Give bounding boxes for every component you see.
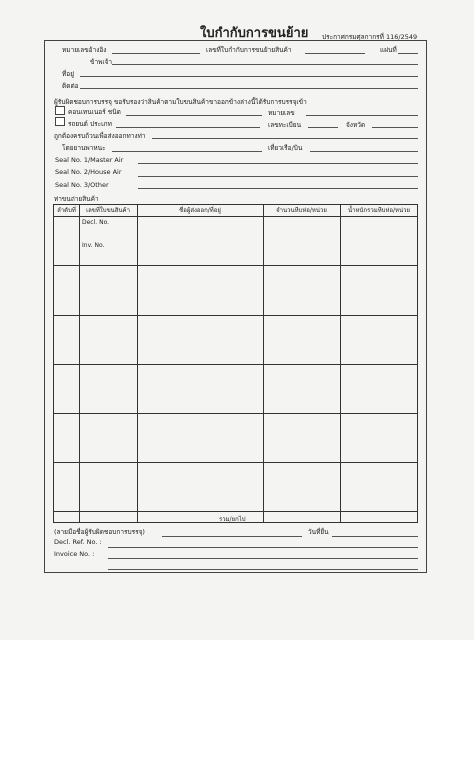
decl-ref-label: Decl. Ref. No. : — [54, 538, 102, 546]
sealed-label: ถูกต้องครบถ้วนเพื่อส่งออกทางท่า — [54, 132, 146, 140]
province-field[interactable] — [372, 127, 418, 128]
transfer-no-field[interactable] — [305, 53, 365, 54]
transfer-no-label: เลขที่ใบกำกับการขนย้ายสินค้า — [206, 46, 292, 54]
row-divider — [54, 315, 417, 316]
inv-no-label: Inv. No. — [82, 242, 105, 249]
header-decl-no: เลขที่ใบขนสินค้า — [86, 207, 130, 214]
seal3-label: Seal No. 3/Other — [55, 181, 109, 189]
form-title: ใบกำกับการขนย้าย — [200, 26, 309, 41]
owner-field[interactable] — [112, 64, 418, 65]
contact-label: ติดต่อ — [62, 82, 79, 90]
truck-type-label: รถยนต์ ประเภท — [68, 120, 112, 128]
sheet-no-field[interactable] — [398, 53, 418, 54]
container-type-label: คอนเทนเนอร์ ชนิด — [68, 108, 121, 116]
invoice-label: Invoice No. : — [54, 550, 95, 558]
seal2-field[interactable] — [138, 176, 418, 177]
plate-no-field[interactable] — [308, 127, 338, 128]
ref-no-label: หมายเลขอ้างอิง — [62, 46, 107, 54]
seal1-field[interactable] — [138, 163, 418, 164]
goods-table — [53, 204, 418, 523]
plate-no-label: เลขทะเบียน — [268, 121, 302, 129]
decl-ref-field-2[interactable] — [108, 558, 418, 559]
container-no-field[interactable] — [306, 115, 418, 116]
date-label: วันที่ยื่น — [308, 528, 329, 536]
province-label: จังหวัด — [346, 121, 366, 129]
address-label: ที่อยู่ — [62, 70, 74, 78]
row-divider — [54, 364, 417, 365]
decl-no-label: Decl. No. — [82, 219, 110, 226]
signature-label: (ลายมือชื่อผู้รับผิดชอบการบรรจุ) — [54, 528, 145, 536]
transport-label: โดยยานพาหนะ — [62, 144, 106, 152]
ref-no-field[interactable] — [112, 53, 200, 54]
invoice-field[interactable] — [108, 569, 418, 570]
header-seq: ลำดับที่ — [57, 207, 76, 214]
header-exporter: ชื่อผู้ส่งออก/ที่อยู่ — [179, 207, 221, 214]
header-packages: จำนวนหีบห่อ/หน่วย — [276, 207, 327, 214]
container-checkbox[interactable] — [55, 106, 65, 115]
row-divider — [54, 413, 417, 414]
row-divider — [54, 265, 417, 266]
truck-checkbox[interactable] — [55, 117, 65, 126]
address-field[interactable] — [80, 76, 418, 77]
total-divider — [54, 511, 417, 512]
contact-field[interactable] — [80, 88, 418, 89]
voyage-label: เที่ยวเรือ/บิน — [268, 144, 303, 152]
transport-field[interactable] — [112, 151, 262, 152]
voyage-field[interactable] — [310, 151, 418, 152]
signature-field[interactable] — [162, 536, 302, 537]
total-label: รวม/ยกไป — [219, 516, 246, 523]
truck-type-field[interactable] — [116, 127, 260, 128]
container-type-field[interactable] — [126, 115, 262, 116]
decl-ref-field-1[interactable] — [108, 547, 418, 548]
notice-text: ประกาศกรมศุลกากรที่ 116/2549 — [322, 33, 418, 41]
sheet-no-label: แผ่นที่ — [380, 46, 397, 54]
header-divider — [54, 216, 417, 217]
seal1-label: Seal No. 1/Master Air — [55, 156, 124, 164]
declaration-text: ผู้รับผิดชอบการบรรจุ ขอรับรองว่าสินค้าตามใบขนสินค้าขาออกข้างล่างนี้ได้รับการบรรจุเข้า — [54, 98, 307, 106]
seal2-label: Seal No. 2/House Air — [55, 168, 122, 176]
unload-port-label: ท่าขนถ่ายสินค้า — [54, 195, 99, 203]
container-no-label: หมายเลข — [268, 109, 295, 117]
date-field[interactable] — [332, 536, 418, 537]
header-weight: น้ำหนักรวมหีบห่อ/หน่วย — [348, 207, 410, 214]
seal3-field[interactable] — [138, 188, 418, 189]
sealed-port-field[interactable] — [152, 138, 418, 139]
row-divider — [54, 462, 417, 463]
owner-label: ข้าพเจ้า — [90, 58, 113, 66]
